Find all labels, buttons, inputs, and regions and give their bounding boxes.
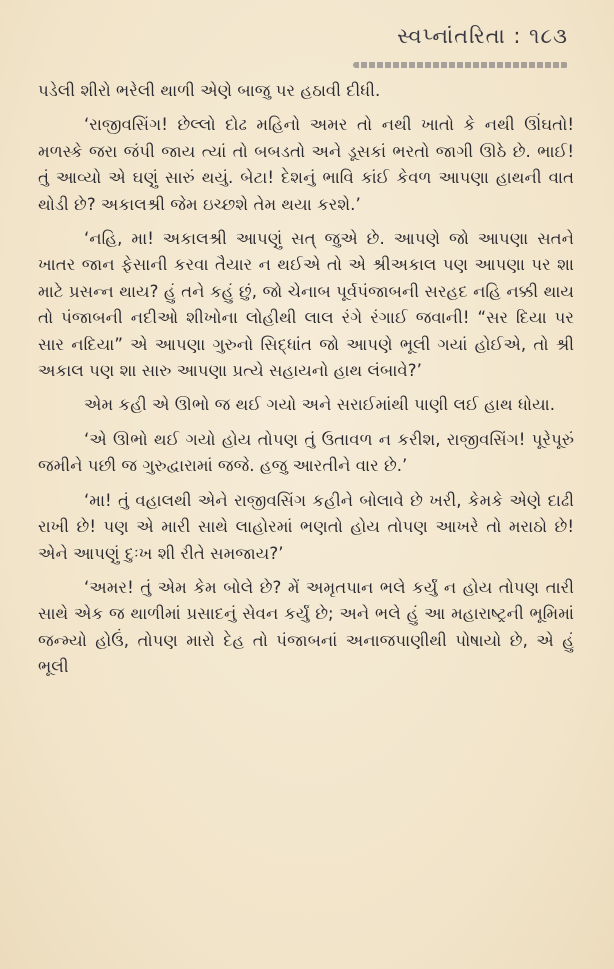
paragraph: ‘રાજીવસિંગ! છેલ્લો દોઢ મહિનો અમર તો નથી ખાતો કે નથી ઊંઘતો! મળસ્કે જરા જંપી જાય ત્યાં તો બબડતો અને ડૂસકાં ભરતો જાગી ઊઠે છે. ભાઈ! તું આવ્યો એ ઘણું સારું થયું. બેટા! દેશનું ભાવિ કાંઈ કેવળ આપણા હાથની વાત થોડી છે? અકાલશ્રી જેમ ઇચ્છશે તેમ થયા કરશે.’ xyxy=(38,115,574,214)
page-body xyxy=(38,78,574,681)
paragraph: પડેલી શીરો ભરેલી થાળી એણે બાજુ પર હઠાવી દીધી. xyxy=(38,81,381,100)
paragraph: ‘મા! તું વહાલથી એને રાજીવસિંગ કહીને બોલાવે છે ખરી, કેમકે એણે દાઢી રાખી છે! પણ એ મારી સાથે લાહોરમાં ભણતો હોય તોપણ આખરે તો મરાઠો છે! એને આપણું દુઃખ શી રીતે સમજાય?’ xyxy=(38,490,574,563)
paragraph: ‘નહિ, મા! અકાલશ્રી આપણું સત્ જુએ છે. આપણે જો આપણા સતને ખાતર જાન ફેસાની કરવા તૈયાર ન થઈએ તો એ શ્રીઅકાલ પણ આપણા પર શા માટે પ્રસન્ન થાય? હું તને કહું છું, જો ચેનાબ પૂર્વપંજાબની સરહદ નહિ નક્કી થાય તો પંજાબની નદીઓ શીખોના લોહીથી લાલ રંગે રંગાઈ જવાની! “સર દિયા પર સાર નદિયા” એ આપણા ગુરુનો સિદ્ધાંત જો આપણે ભૂલી ગયાં હોઈએ, તો શ્રી અકાલ પણ શા સારુ આપણા પ્રત્યે સહાયનો હાથ લંબાવે?’ xyxy=(38,229,574,381)
paragraph: એમ કહી એ ઊભો જ થઈ ગયો અને સરાઈમાંથી પાણી લઈ હાથ ધોયા. xyxy=(84,395,556,415)
paragraph: ‘અમર! તું એમ કેમ બોલે છે? મેં અમૃતપાન ભલે કર્યું ન હોય તોપણ તારી સાથે એક જ થાળીમાં પ્રસાદનું સેવન કર્યું છે; અને ભલે હું આ મહારાષ્ટ્રની ભૂમિમાં જન્મ્યો હોઉં, તોપણ મારો દેહ તો પંજાબનાં અનાજપાણીથી પોષાયો છે, એ હું ભૂલી xyxy=(38,577,574,677)
running-header xyxy=(38,24,574,78)
header-underline xyxy=(353,62,568,68)
paragraph: ‘એ ઊભો થઈ ગયો હોય તોપણ તું ઉતાવળ ન કરીશ, રાજીવસિંગ! પૂરેપૂરું જમીને પછી જ ગુરુદ્વારામાં જજે. હજુ આરતીને વાર છે.’ xyxy=(38,429,574,476)
header-title: સ્વપ્નાંતરિતા : ૧૮૩ xyxy=(397,24,568,48)
